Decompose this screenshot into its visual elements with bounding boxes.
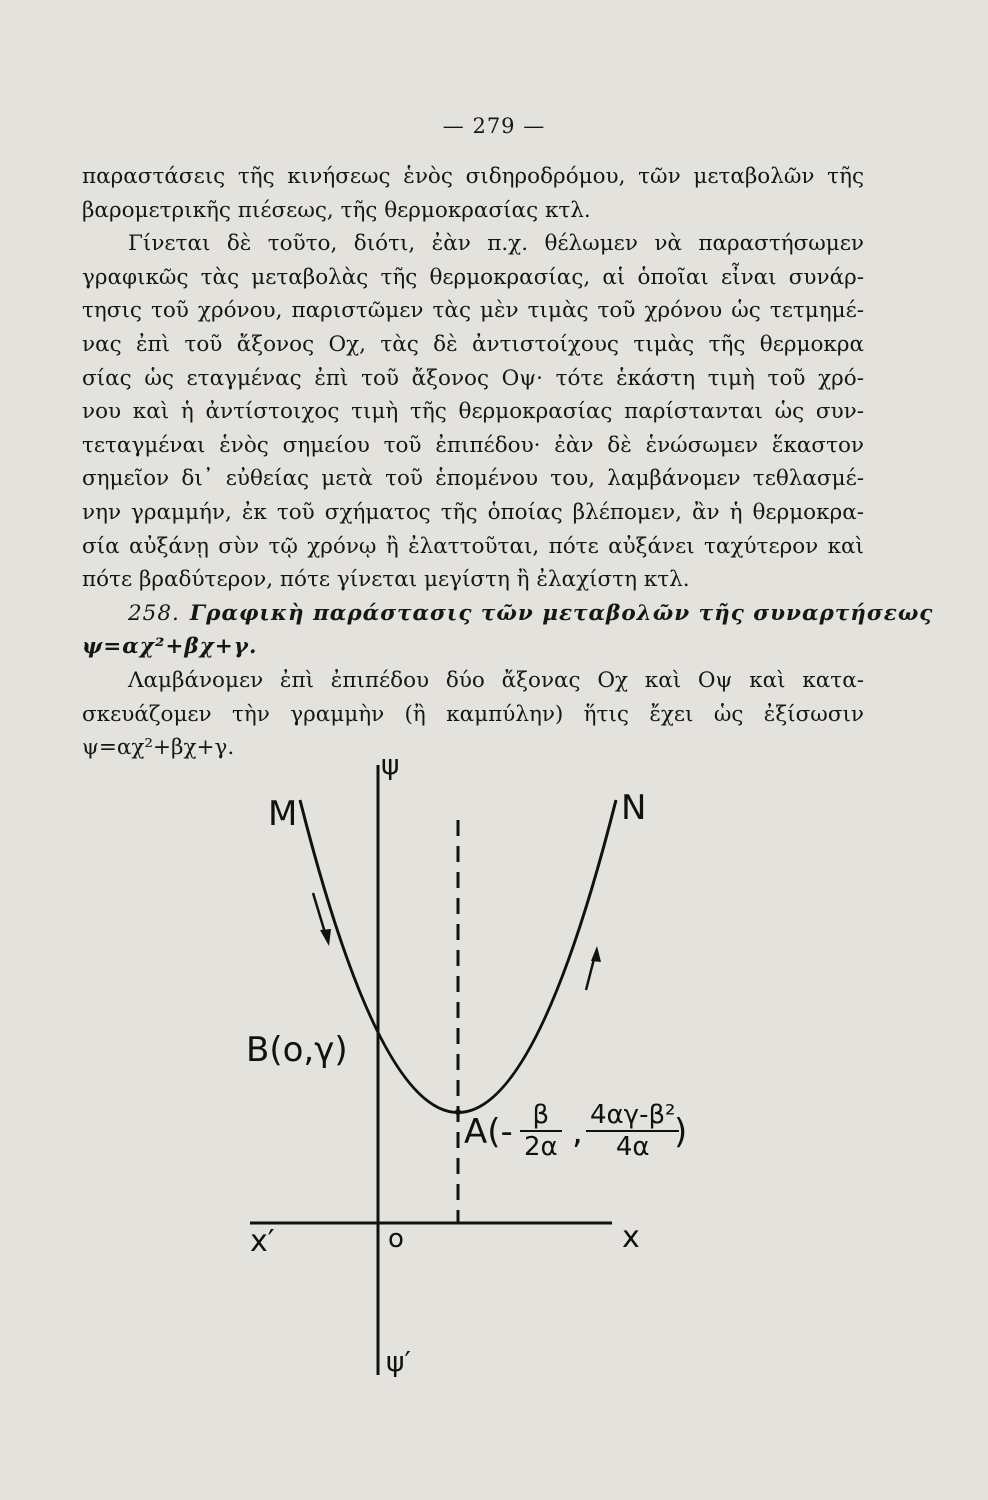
text-line: παραστάσεις τῆς κινήσεως ἑνὸς σιδηροδρόμου, τῶν μεταβολῶν τῆς (82, 164, 864, 189)
text-line: νην γραμμήν, ἐκ τοῦ σχήματος τῆς ὁποίας βλέπομεν, ἂν ἡ θερμοκρα- (82, 499, 864, 525)
label-x-prime: x′ (250, 1224, 275, 1259)
vertex-label-comma: , (572, 1112, 583, 1152)
text-line: σία αὐξάνῃ σὺν τῷ χρόνῳ ἢ ἐλαττοῦται, πότε αὐξάνει ταχύτερον καὶ (82, 533, 864, 559)
fraction-denominator: 2α (524, 1132, 558, 1162)
arrow-up-head (591, 946, 601, 962)
section-title-continued: ψ=αχ²+βχ+γ. (82, 634, 258, 660)
section-number: 258. (128, 600, 180, 626)
fraction-numerator: 4αγ-β² (586, 1100, 679, 1132)
text-line: γραφικῶς τὰς μεταβολὰς τῆς θερμοκρασίας, αἱ ὁποῖαι εἶναι συνάρ- (82, 264, 864, 290)
text-line: σημεῖον δι᾽ εὐθείας μετὰ τοῦ ἑπομένου του, λαμβάνομεν τεθλασμέ- (82, 466, 864, 492)
text-line: τησις τοῦ χρόνου, παριστῶμεν τὰς μὲν τιμὰς τοῦ χρόνου ὡς τετμημέ- (82, 298, 864, 324)
vertex-label-prefix: A(- (464, 1112, 513, 1152)
label-psi-prime: ψ′ (386, 1345, 411, 1378)
text-line: σίας ὡς εταγμένας ἐπὶ τοῦ ἄξονος Οψ· τότε ἑκάστη τιμὴ τοῦ χρό- (82, 365, 864, 391)
label-psi: ψ (381, 748, 400, 781)
label-origin: o (388, 1224, 404, 1254)
text-line: βαρομετρικῆς πιέσεως, τῆς θερμοκρασίας κτλ. (82, 197, 591, 223)
text-line: Λαμβάνομεν ἐπὶ ἐπιπέδου δύο ἄξονας Οχ καὶ Οψ καὶ κατα- (128, 667, 864, 693)
text-line: τεταγμέναι ἑνὸς σημείου τοῦ ἐπιπέδου· ἐὰν δὲ ἑνώσωμεν ἕκαστον (82, 432, 864, 458)
label-N: N (621, 788, 647, 828)
section-title: Γραφικὴ παράστασις τῶν μεταβολῶν τῆς συναρτήσεως (189, 600, 934, 626)
vertex-x-fraction (520, 1100, 562, 1162)
text-line: νας ἐπὶ τοῦ ἄξονος Οχ, τὰς δὲ ἀντιστοίχους τιμὰς τῆς θερμοκρα (82, 331, 864, 357)
fraction-numerator: β (520, 1100, 562, 1132)
page-number: — 279 — (442, 114, 546, 138)
text-line: σκευάζομεν τὴν γραμμὴν (ἢ καμπύλην) ἥτις ἔχει ὡς ἐξίσωσιν (82, 701, 864, 727)
vertex-point (455, 1109, 461, 1115)
label-M: M (268, 794, 298, 834)
label-B: B(o,γ) (246, 1030, 348, 1070)
vertex-y-fraction (586, 1100, 679, 1162)
text-line: ψ=αχ²+βχ+γ. (82, 735, 235, 761)
fraction-denominator: 4α (615, 1132, 650, 1162)
text-line: νου καὶ ἡ ἀντίστοιχος τιμὴ τῆς θερμοκρασίας παρίστανται ὡς συν- (82, 399, 864, 425)
text-line: Γίνεται δὲ τοῦτο, διότι, ἐὰν π.χ. θέλωμεν νὰ παραστήσωμεν (128, 231, 864, 257)
text-line: πότε βραδύτερον, πότε γίνεται μεγίστη ἢ ἐλαχίστη κτλ. (82, 567, 690, 593)
arrow-down (313, 893, 326, 936)
label-x: x (622, 1220, 640, 1255)
vertex-label-close: ) (674, 1112, 688, 1152)
arrow-down-head (320, 929, 331, 946)
